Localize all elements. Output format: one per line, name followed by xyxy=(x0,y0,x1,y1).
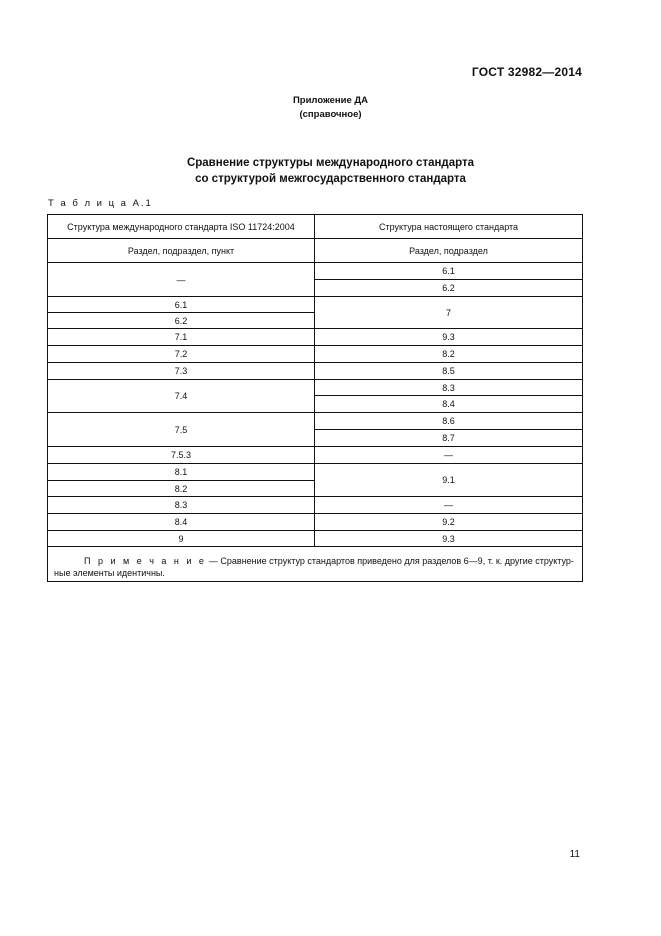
note-text-continued: ные элементы идентичны. xyxy=(54,568,165,578)
cell-right: 9.1 xyxy=(315,464,583,497)
table-row xyxy=(48,514,583,531)
cell-left: 8.1 xyxy=(48,464,315,481)
cell-right: 8.2 xyxy=(315,346,583,363)
cell-left-dash: — xyxy=(48,263,315,297)
table-row xyxy=(48,497,583,514)
cell-right: 8.3 xyxy=(315,380,583,396)
document-title xyxy=(0,155,661,187)
cell-right: — xyxy=(315,497,583,514)
table-note-row xyxy=(48,547,583,582)
note-text: — Сравнение структур стандартов приведено для разделов 6—9, т. к. другие структур- xyxy=(206,556,574,566)
table-row xyxy=(48,346,583,363)
table-row xyxy=(48,297,583,313)
cell-right: 6.2 xyxy=(315,280,583,297)
cell-left: 7.5.3 xyxy=(48,447,315,464)
cell-left: 6.2 xyxy=(48,313,315,329)
table-row xyxy=(48,531,583,547)
cell-right: 9.3 xyxy=(315,329,583,346)
table-subheader-row xyxy=(48,239,583,263)
table-row xyxy=(48,263,583,280)
cell-left: 7.2 xyxy=(48,346,315,363)
note-prefix: П р и м е ч а н и е xyxy=(84,556,207,566)
header-international-structure: Структура международного стандарта ISO 11724:2004 xyxy=(48,215,315,239)
cell-left: 8.4 xyxy=(48,514,315,531)
table-label: Т а б л и ц а А.1 xyxy=(48,198,153,209)
cell-left: 8.3 xyxy=(48,497,315,514)
annex-title: Приложение ДА xyxy=(292,95,369,106)
table-row xyxy=(48,413,583,430)
document-title-line-1: Сравнение структуры международного стандарта xyxy=(186,157,475,169)
cell-right: 6.1 xyxy=(315,263,583,280)
cell-right: 9.3 xyxy=(315,531,583,547)
cell-left: 7.1 xyxy=(48,329,315,346)
cell-left: 7.4 xyxy=(48,380,315,413)
cell-right: 8.4 xyxy=(315,396,583,413)
annex-subtitle: (справочное) xyxy=(299,109,362,120)
table-header-row xyxy=(48,215,583,239)
table-row xyxy=(48,363,583,380)
table-row xyxy=(48,464,583,481)
header-this-standard-structure: Структура настоящего стандарта xyxy=(315,215,583,239)
subheader-right: Раздел, подраздел xyxy=(315,239,583,263)
cell-left: 7.3 xyxy=(48,363,315,380)
subheader-left: Раздел, подраздел, пункт xyxy=(48,239,315,263)
table-row xyxy=(48,447,583,464)
cell-right: 8.6 xyxy=(315,413,583,430)
cell-right: 7 xyxy=(315,297,583,329)
table-note xyxy=(48,547,583,582)
cell-right: 8.5 xyxy=(315,363,583,380)
cell-left: 8.2 xyxy=(48,481,315,497)
cell-left: 9 xyxy=(48,531,315,547)
cell-right: — xyxy=(315,447,583,464)
table-row xyxy=(48,380,583,396)
table-row xyxy=(48,329,583,346)
cell-left: 7.5 xyxy=(48,413,315,447)
cell-right: 8.7 xyxy=(315,430,583,447)
page-number: 11 xyxy=(569,849,580,860)
cell-right: 9.2 xyxy=(315,514,583,531)
annex-heading xyxy=(0,94,661,122)
comparison-table xyxy=(47,214,583,582)
document-title-line-2: со структурой межгосударственного стандарта xyxy=(195,173,466,185)
cell-left: 6.1 xyxy=(48,297,315,313)
standard-code: ГОСТ 32982—2014 xyxy=(471,65,582,79)
